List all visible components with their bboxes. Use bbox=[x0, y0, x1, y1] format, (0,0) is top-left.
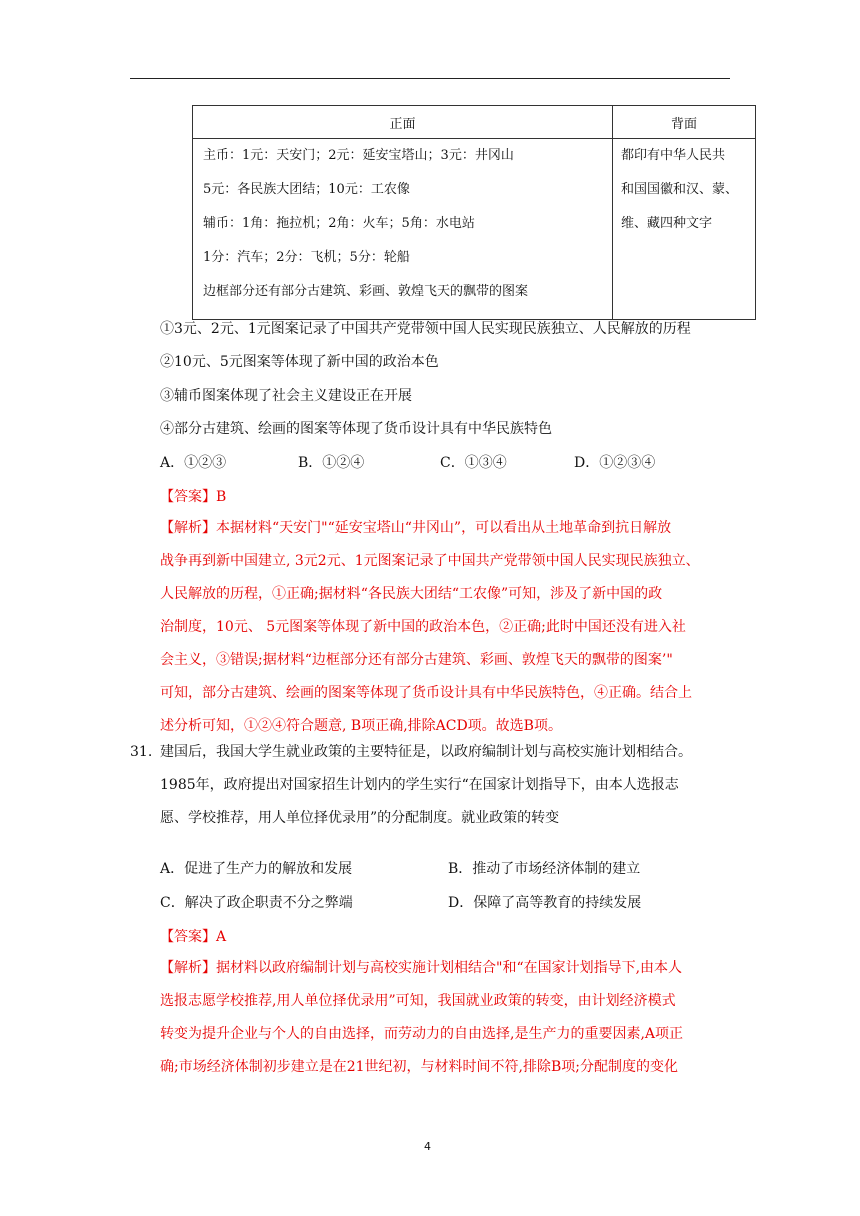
analysis-line: 会主义，③错误;据材料“边框部分还有部分古建筑、彩画、敦煌飞天的飘带的图案’" bbox=[160, 652, 673, 668]
q31-stem bbox=[160, 736, 692, 835]
analysis-line: 确;市场经济体制初步建立是在21世纪初，与材料时间不符,排除B项;分配制度的变化 bbox=[160, 1059, 678, 1075]
table-header-front: 正面 bbox=[193, 106, 613, 139]
q31-option-c: C．解决了政企职责不分之弊端 bbox=[160, 895, 353, 911]
analysis-line: 转变为提升企业与个人的自由选择，而劳动力的自由选择,是生产力的重要因素,A项正 bbox=[160, 1026, 684, 1042]
analysis-line: 战争再到新中国建立, 3元2元、1元图案记录了中国共产党带领中国人民实现民族独立、 bbox=[160, 553, 700, 569]
front-line: 5元：各民族大团结；10元：工农像 bbox=[203, 182, 410, 197]
q30-option-c: C．①③④ bbox=[440, 455, 507, 471]
front-line: 主币：1元：天安门；2元：延安宝塔山；3元：井冈山 bbox=[203, 148, 514, 163]
analysis-line: 述分析可知，①②④符合题意, B项正确,排除ACD项。故选B项。 bbox=[160, 718, 562, 734]
back-line: 和国国徽和汉、蒙、 bbox=[621, 182, 739, 197]
q31-option-d: D．保障了高等教育的持续发展 bbox=[448, 895, 642, 911]
table-header-back: 背面 bbox=[613, 106, 756, 139]
table-cell-front bbox=[193, 139, 613, 320]
front-line: 辅币：1角：拖拉机；2角：火车；5角：水电站 bbox=[203, 216, 475, 231]
front-line: 边框部分还有部分古建筑、彩画、敦煌飞天的飘带的图案 bbox=[203, 284, 529, 299]
q30-option-b: B．①②④ bbox=[298, 455, 365, 471]
q31-answer: 【答案】A bbox=[160, 929, 227, 945]
back-line: 维、藏四种文字 bbox=[621, 216, 713, 231]
q31-analysis bbox=[160, 952, 683, 1084]
table-cell-back bbox=[613, 139, 756, 320]
page-number: 4 bbox=[424, 1140, 431, 1153]
q31-option-a: A．促进了生产力的解放和发展 bbox=[160, 861, 353, 877]
q31-number: 31. bbox=[130, 744, 153, 760]
analysis-line: 选报志愿学校推荐,用人单位择优录用”可知，我国就业政策的转变，由计划经济模式 bbox=[160, 993, 676, 1009]
currency-table bbox=[192, 105, 756, 320]
q30-option-a: A．①②③ bbox=[160, 455, 227, 471]
stem-line: 建国后，我国大学生就业政策的主要特征是，以政府编制计划与高校实施计划相结合。 bbox=[160, 744, 692, 760]
q30-statement-4: ④部分古建筑、绘画的图案等体现了货币设计具有中华民族特色 bbox=[160, 421, 552, 437]
analysis-line: 可知，部分古建筑、绘画的图案等体现了货币设计具有中华民族特色，④正确。结合上 bbox=[160, 685, 692, 701]
back-line: 都印有中华人民共 bbox=[621, 148, 726, 163]
q31-option-b: B．推动了市场经济体制的建立 bbox=[448, 861, 641, 877]
q30-statement-3: ③辅币图案体现了社会主义建设正在开展 bbox=[160, 388, 412, 404]
analysis-line: 治制度，10元、 5元图案等体现了新中国的政治本色，②正确;此时中国还没有进入社 bbox=[160, 619, 686, 635]
q30-answer: 【答案】B bbox=[160, 489, 227, 505]
q30-analysis bbox=[160, 512, 700, 743]
q30-statement-2: ②10元、5元图案等体现了新中国的政治本色 bbox=[160, 354, 439, 370]
analysis-line: 【解析】本据材料“天安门"“延安宝塔山“井冈山”，可以看出从土地革命到抗日解放 bbox=[160, 520, 672, 536]
q30-statement-1: ①3元、2元、1元图案记录了中国共产党带领中国人民实现民族独立、人民解放的历程 bbox=[160, 321, 691, 337]
q30-option-d: D．①②③④ bbox=[574, 455, 656, 471]
analysis-line: 【解析】据材料以政府编制计划与高校实施计划相结合"和“在国家计划指导下,由本人 bbox=[160, 960, 683, 976]
stem-line: 1985年，政府提出对国家招生计划内的学生实行“在国家计划指导下，由本人选报志 bbox=[160, 777, 679, 793]
front-line: 1分：汽车；2分：飞机；5分：轮船 bbox=[203, 250, 410, 265]
analysis-line: 人民解放的历程，①正确;据材料“各民族大团结“工农像”可知，涉及了新中国的政 bbox=[160, 586, 663, 602]
header-rule bbox=[130, 78, 730, 79]
stem-line: 愿、学校推荐，用人单位择优录用”的分配制度。就业政策的转变 bbox=[160, 810, 560, 826]
